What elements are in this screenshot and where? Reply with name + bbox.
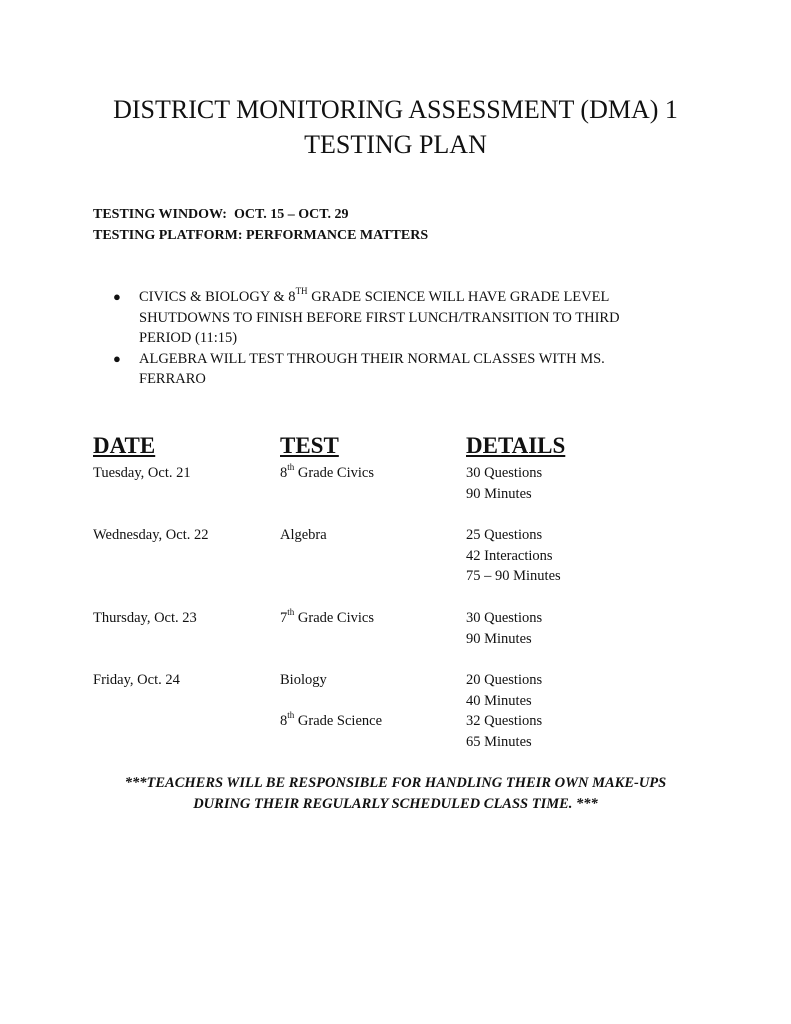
bullet-text: SHUTDOWNS TO FINISH BEFORE FIRST LUNCH/TRANSITION TO THIRD — [139, 309, 620, 326]
detail-line: 20 Questions — [466, 672, 543, 688]
detail-line: 42 Interactions — [466, 547, 553, 564]
list-item — [112, 287, 682, 349]
testing-window: TESTING WINDOW: OCT. 15 – OCT. 29 — [93, 207, 349, 222]
row-date: Thursday, Oct. 23 — [93, 610, 197, 626]
superscript: th — [287, 607, 295, 618]
row-date: Tuesday, Oct. 21 — [93, 465, 191, 481]
testing-info — [93, 204, 428, 246]
test-grade: 8 — [280, 465, 288, 481]
notes-list — [112, 287, 682, 390]
superscript: th — [287, 710, 295, 721]
detail-line: 30 Questions — [466, 610, 543, 626]
detail-line: 25 Questions — [466, 527, 543, 543]
row-test: Biology — [280, 672, 327, 688]
bullet-icon: ● — [113, 350, 121, 366]
superscript: TH — [295, 286, 308, 297]
note-line-2: DURING THEIR REGULARLY SCHEDULED CLASS TIME. *** — [193, 796, 598, 812]
column-header-date: DATE — [93, 433, 156, 458]
column-header-test: TEST — [280, 433, 339, 458]
title-line-1: DISTRICT MONITORING ASSESSMENT (DMA) 1 — [113, 95, 678, 124]
row-details — [466, 670, 542, 711]
row-test — [280, 463, 374, 484]
test-name: Grade Civics — [294, 465, 374, 481]
detail-line: 75 – 90 Minutes — [466, 568, 561, 585]
test-name: Grade Science — [294, 713, 383, 729]
note-line-1: ***TEACHERS WILL BE RESPONSIBLE FOR HANDLING THEIR OWN MAKE-UPS — [124, 775, 667, 791]
row-test — [280, 711, 382, 732]
detail-line: 40 Minutes — [466, 692, 532, 709]
bullet-text: GRADE SCIENCE WILL HAVE GRADE LEVEL — [307, 289, 610, 305]
detail-line: 90 Minutes — [466, 485, 532, 502]
detail-line: 30 Questions — [466, 465, 543, 481]
title-line-2: TESTING PLAN — [304, 130, 487, 159]
row-details — [466, 711, 542, 752]
row-test: Algebra — [280, 527, 327, 543]
row-details — [466, 463, 542, 504]
column-header-details: DETAILS — [466, 433, 566, 458]
superscript: th — [287, 462, 295, 473]
document-title — [0, 92, 791, 162]
bullet-text: FERRARO — [139, 371, 206, 387]
row-details — [466, 525, 561, 587]
detail-line: 32 Questions — [466, 713, 543, 729]
test-name: Grade Civics — [294, 610, 374, 626]
bullet-text: CIVICS & BIOLOGY & 8 — [139, 289, 296, 305]
bullet-text: ALGEBRA WILL TEST THROUGH THEIR NORMAL CLASSES WITH MS. — [139, 350, 605, 367]
list-item — [112, 349, 682, 390]
detail-line: 90 Minutes — [466, 630, 532, 647]
testing-platform: TESTING PLATFORM: PERFORMANCE MATTERS — [93, 228, 429, 243]
row-date: Wednesday, Oct. 22 — [93, 527, 209, 543]
row-test — [280, 608, 374, 629]
bullet-text: PERIOD (11:15) — [139, 330, 238, 346]
row-date: Friday, Oct. 24 — [93, 672, 180, 688]
test-grade: 8 — [280, 713, 288, 729]
makeup-note — [0, 773, 791, 815]
detail-line: 65 Minutes — [466, 733, 532, 750]
bullet-icon: ● — [113, 289, 121, 304]
test-grade: 7 — [280, 610, 288, 626]
row-details — [466, 608, 542, 649]
